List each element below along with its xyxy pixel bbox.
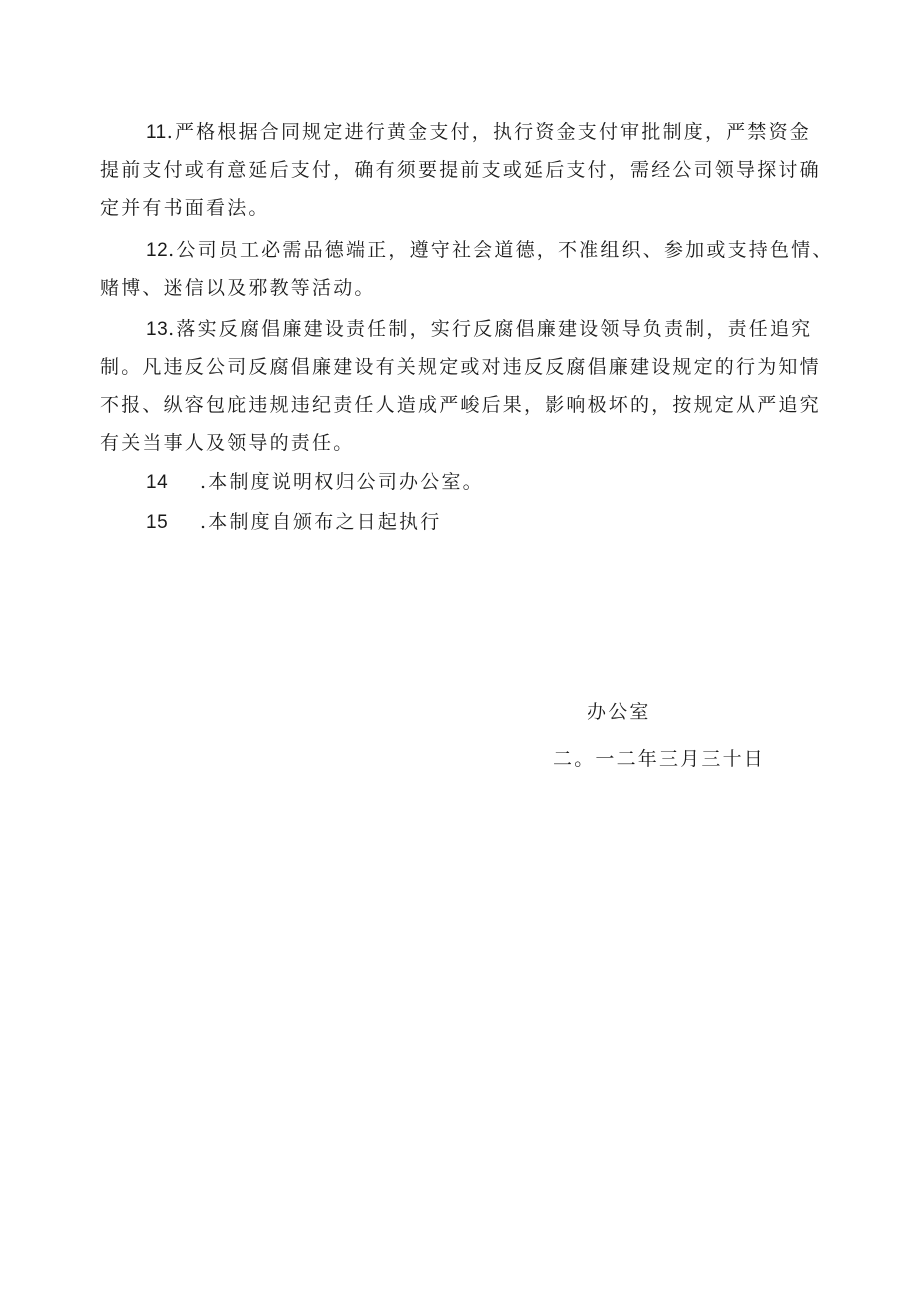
clause-15 <box>100 503 840 541</box>
clause-11 <box>100 113 840 227</box>
clause-text: .落实反腐倡廉建设责任制，实行反腐倡廉建设领导负责制，责任追究 <box>168 318 813 340</box>
clause-text: .公司员工必需品德端正，遵守社会道德，不准组织、参加或支持色情、 <box>168 239 834 261</box>
signature-date: 二。一二年三月三十日 <box>553 748 766 770</box>
clause-number: 15 <box>146 512 169 533</box>
clause-text: .本制度自颁布之日起执行 <box>200 511 442 533</box>
clause-text: 有关当事人及领导的责任。 <box>100 432 355 454</box>
clause-14 <box>100 463 840 501</box>
clause-text: .严格根据合同规定进行黄金支付，执行资金支付审批制度，严禁资金 <box>166 121 811 143</box>
clause-text: 赌博、迷信以及邪教等活动。 <box>100 277 376 299</box>
clause-number: 14 <box>146 472 169 493</box>
signature-department: 办公室 <box>587 701 651 723</box>
clause-number: 12 <box>146 240 169 261</box>
clause-text: .本制度说明权归公司办公室。 <box>200 471 484 493</box>
clause-12 <box>100 231 840 307</box>
clause-text: 制。凡违反公司反腐倡廉建设有关规定或对违反反腐倡廉建设规定的行为知情 <box>100 356 821 378</box>
clause-text: 不报、纵容包庇违规违纪责任人造成严峻后果，影响极坏的，按规定从严追究 <box>100 394 821 416</box>
clause-text: 提前支付或有意延后支付，确有须要提前支或延后支付，需经公司领导探讨确 <box>100 159 821 181</box>
clause-13 <box>100 310 840 462</box>
clause-number: 11 <box>146 122 167 143</box>
clause-text: 定并有书面看法。 <box>100 197 270 219</box>
clause-number: 13 <box>146 319 169 340</box>
